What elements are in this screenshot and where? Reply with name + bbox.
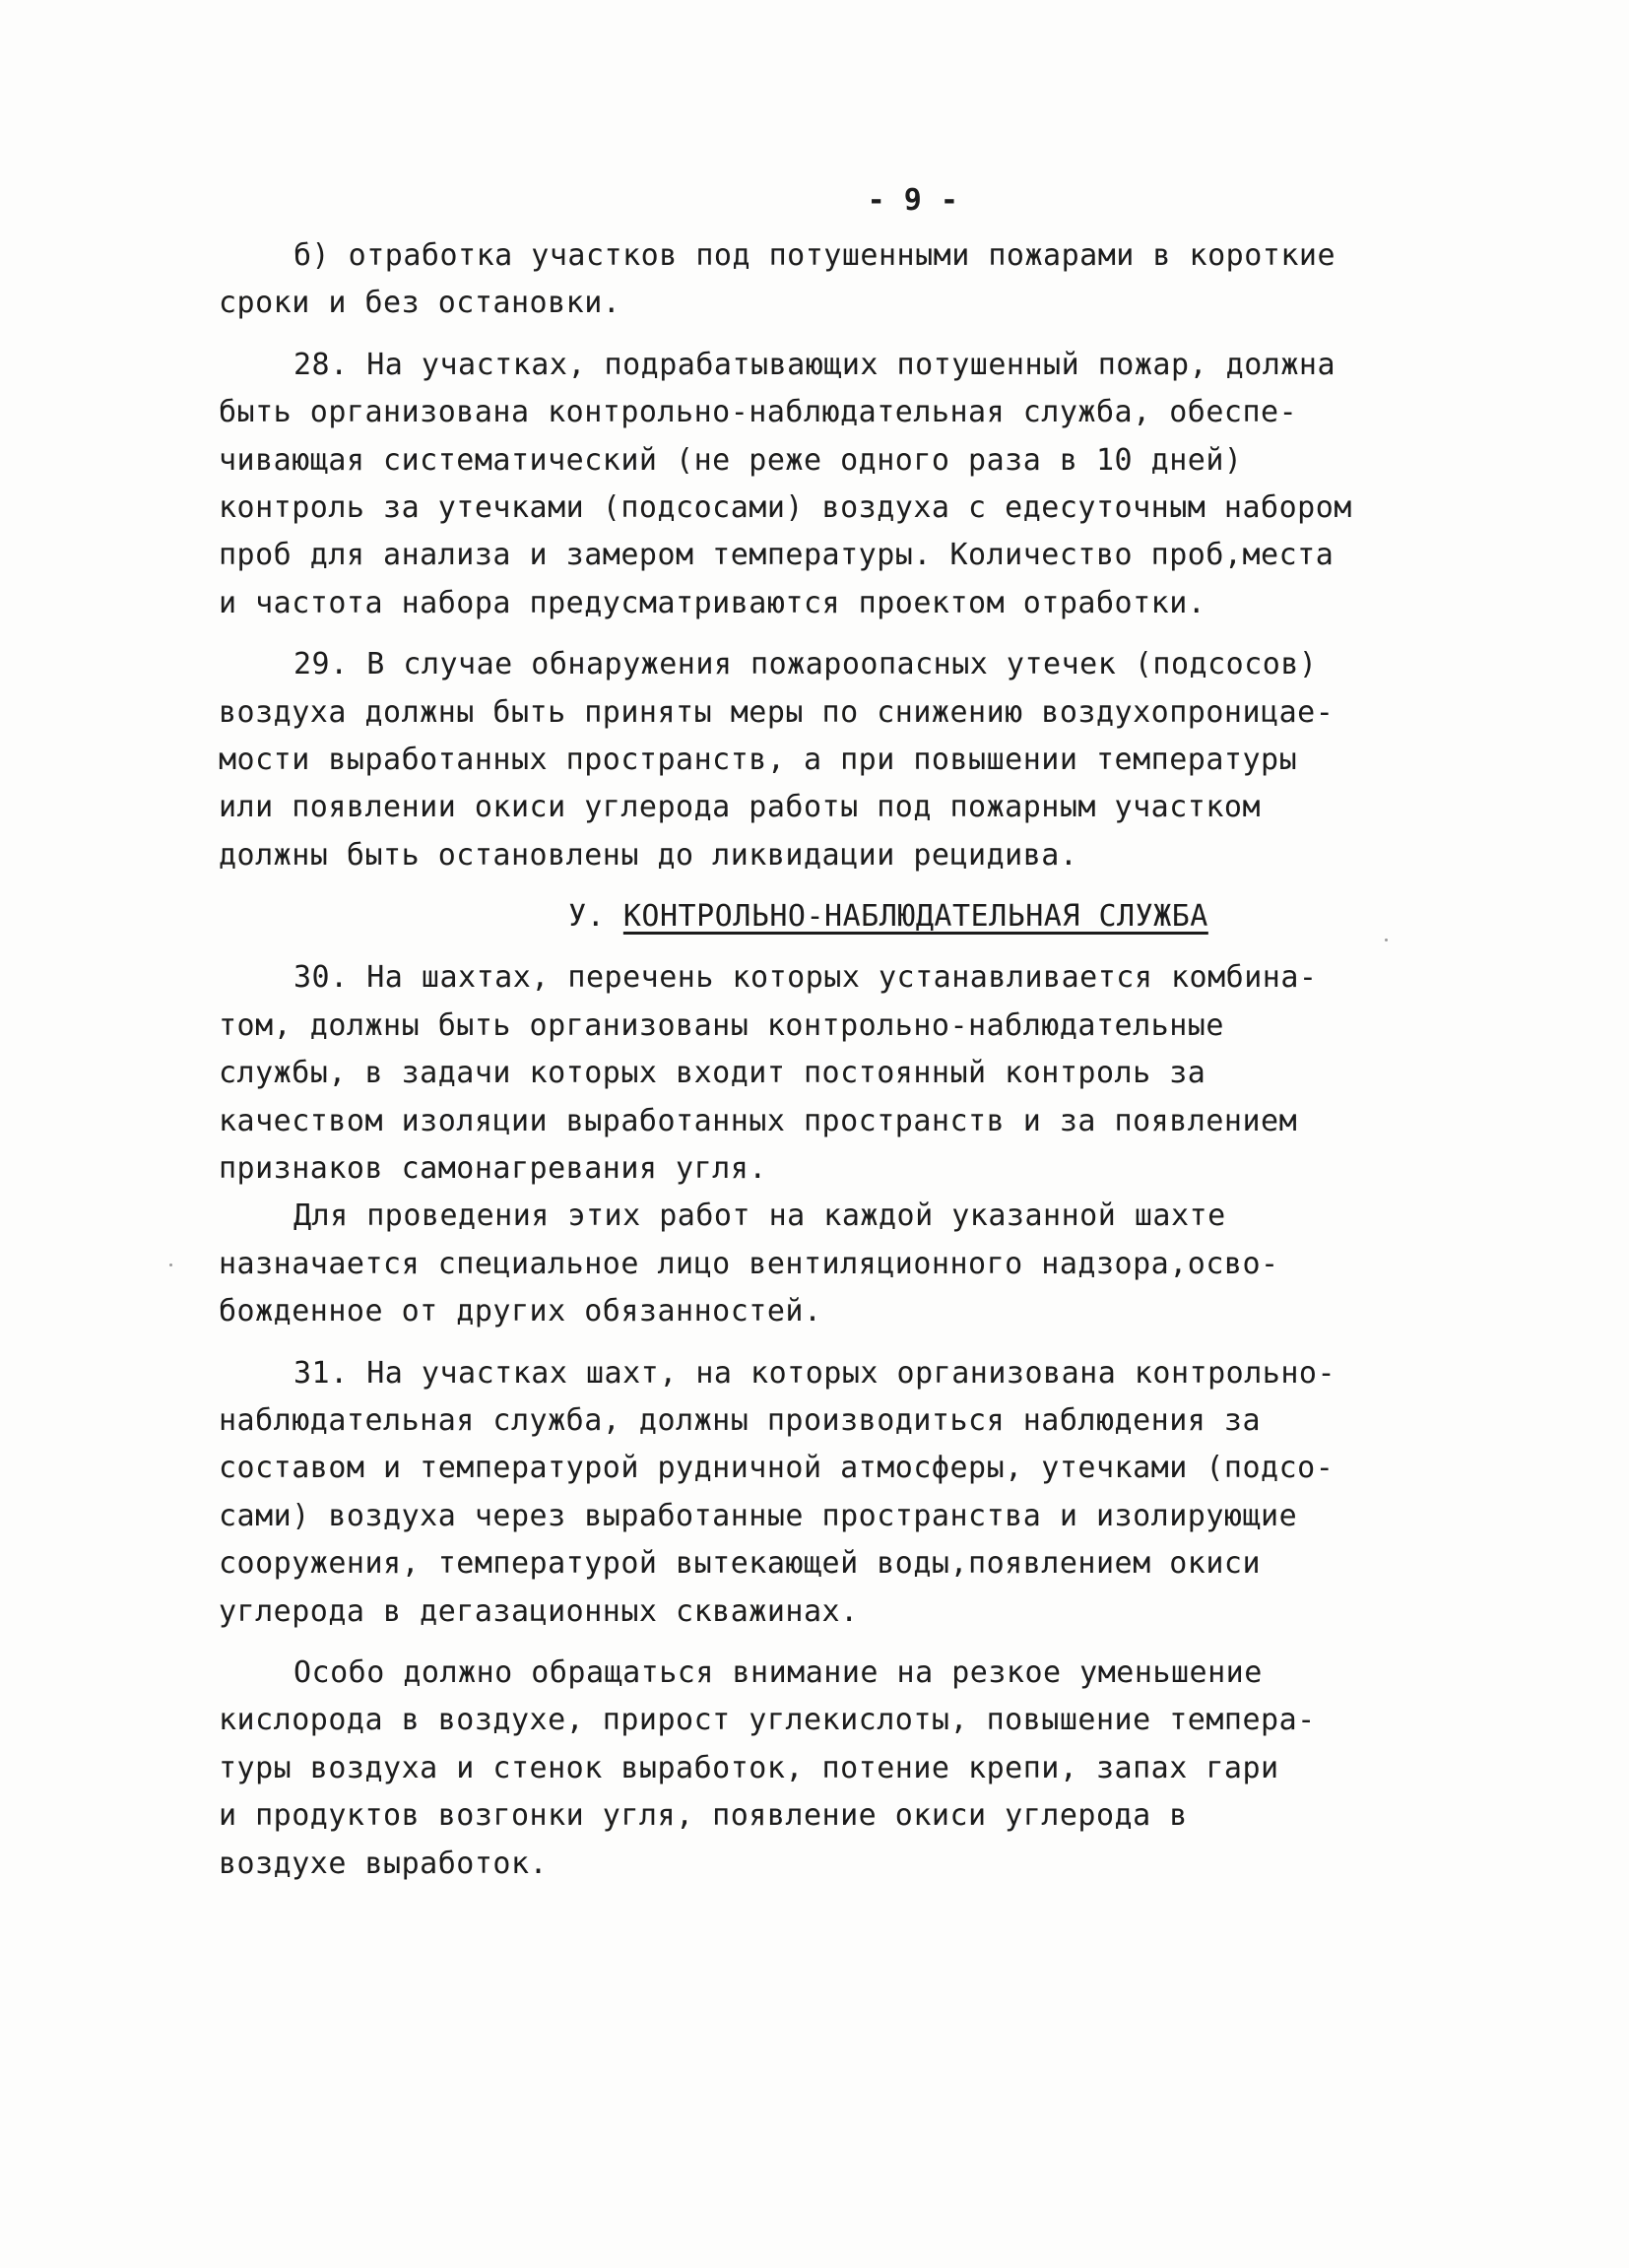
text-line: 28. На участках, подрабатывающих потушенный пожар, должна (293, 347, 1336, 382)
document-text (219, 177, 1430, 1888)
page-number: - 9 - (867, 183, 959, 218)
text-line: воздуха должны быть приняты меры по снижению воздухопроницае- (219, 694, 1335, 730)
text-line: чивающая систематический (не реже одного раза в 10 дней) (219, 442, 1243, 478)
text-line: и продуктов возгонки угля, появление окиси углерода в (219, 1798, 1188, 1834)
text-line: 30. На шахтах, перечень которых устанавливается комбина- (293, 960, 1318, 996)
text-line: назначается специальное лицо вентиляционного надзора,осво- (219, 1246, 1279, 1281)
text-line: мости выработанных пространств, а при повышении температуры (219, 742, 1298, 777)
paragraph (219, 1350, 1430, 1636)
text-line: Особо должно обращаться внимание на резкое уменьшение (293, 1654, 1263, 1690)
text-line: проб для анализа и замером температуры. Количество проб,места (219, 538, 1335, 573)
text-line: б) отработка участков под потушенными пожарами в короткие (293, 238, 1336, 273)
text-line: божденное от других обязанностей. (219, 1294, 822, 1329)
text-line: сроки и без остановки. (219, 286, 621, 321)
paragraph (219, 954, 1430, 1193)
text-line: кислорода в воздухе, прирост углекислоты, повышение темпера- (219, 1703, 1316, 1738)
text-line: сами) воздуха через выработанные пространства и изолирующие (219, 1498, 1298, 1533)
text-line: признаков самонагревания угля. (219, 1151, 767, 1187)
paragraph (219, 641, 1430, 879)
paragraph (219, 342, 1430, 627)
text-line: качеством изоляции выработанных пространств и за появлением (219, 1103, 1298, 1138)
text-line: контроль за утечками (подсосами) воздуха с едесуточным набором (219, 489, 1352, 525)
text-line: том, должны быть организованы контрольно-наблюдательные (219, 1007, 1224, 1043)
text-line: 31. На участках шахт, на которых организована контрольно- (293, 1355, 1336, 1391)
text-line: углерода в дегазационных скважинах. (219, 1593, 859, 1629)
text-line: службы, в задачи которых входит постоянный контроль за (219, 1056, 1206, 1091)
text-line: должны быть остановлены до ликвидации рецидива. (219, 837, 1078, 873)
text-line: 29. В случае обнаружения пожароопасных утечек (подсосов) (293, 647, 1318, 682)
text-line: сооружения, температурой вытекающей воды,появлением окиси (219, 1546, 1262, 1582)
text-line: воздухе выработок. (219, 1846, 549, 1881)
text-line: наблюдательная служба, должны производиться наблюдения за (219, 1402, 1262, 1438)
scan-speck (169, 1264, 172, 1266)
text-line: туры воздуха и стенок выработок, потение крепи, запах гари (219, 1750, 1279, 1785)
section-title: КОНТРОЛЬНО-НАБЛЮДАТЕЛЬНАЯ СЛУЖБА (622, 899, 1208, 935)
text-line: быть организована контрольно-наблюдательная служба, обеспе- (219, 395, 1298, 430)
text-line: Для проведения этих работ на каждой указанной шахте (293, 1199, 1226, 1234)
text-line: составом и температурой рудничной атмосферы, утечками (подсо- (219, 1451, 1335, 1486)
paragraph (219, 1193, 1430, 1335)
paragraph (219, 232, 1430, 328)
paragraph (219, 1650, 1430, 1888)
section-heading (219, 893, 1430, 940)
text-line: и частота набора предусматриваются проектом отработки. (219, 585, 1206, 620)
section-numeral: У. (568, 899, 606, 935)
text-line: или появлении окиси углерода работы под пожарным участком (219, 790, 1262, 825)
